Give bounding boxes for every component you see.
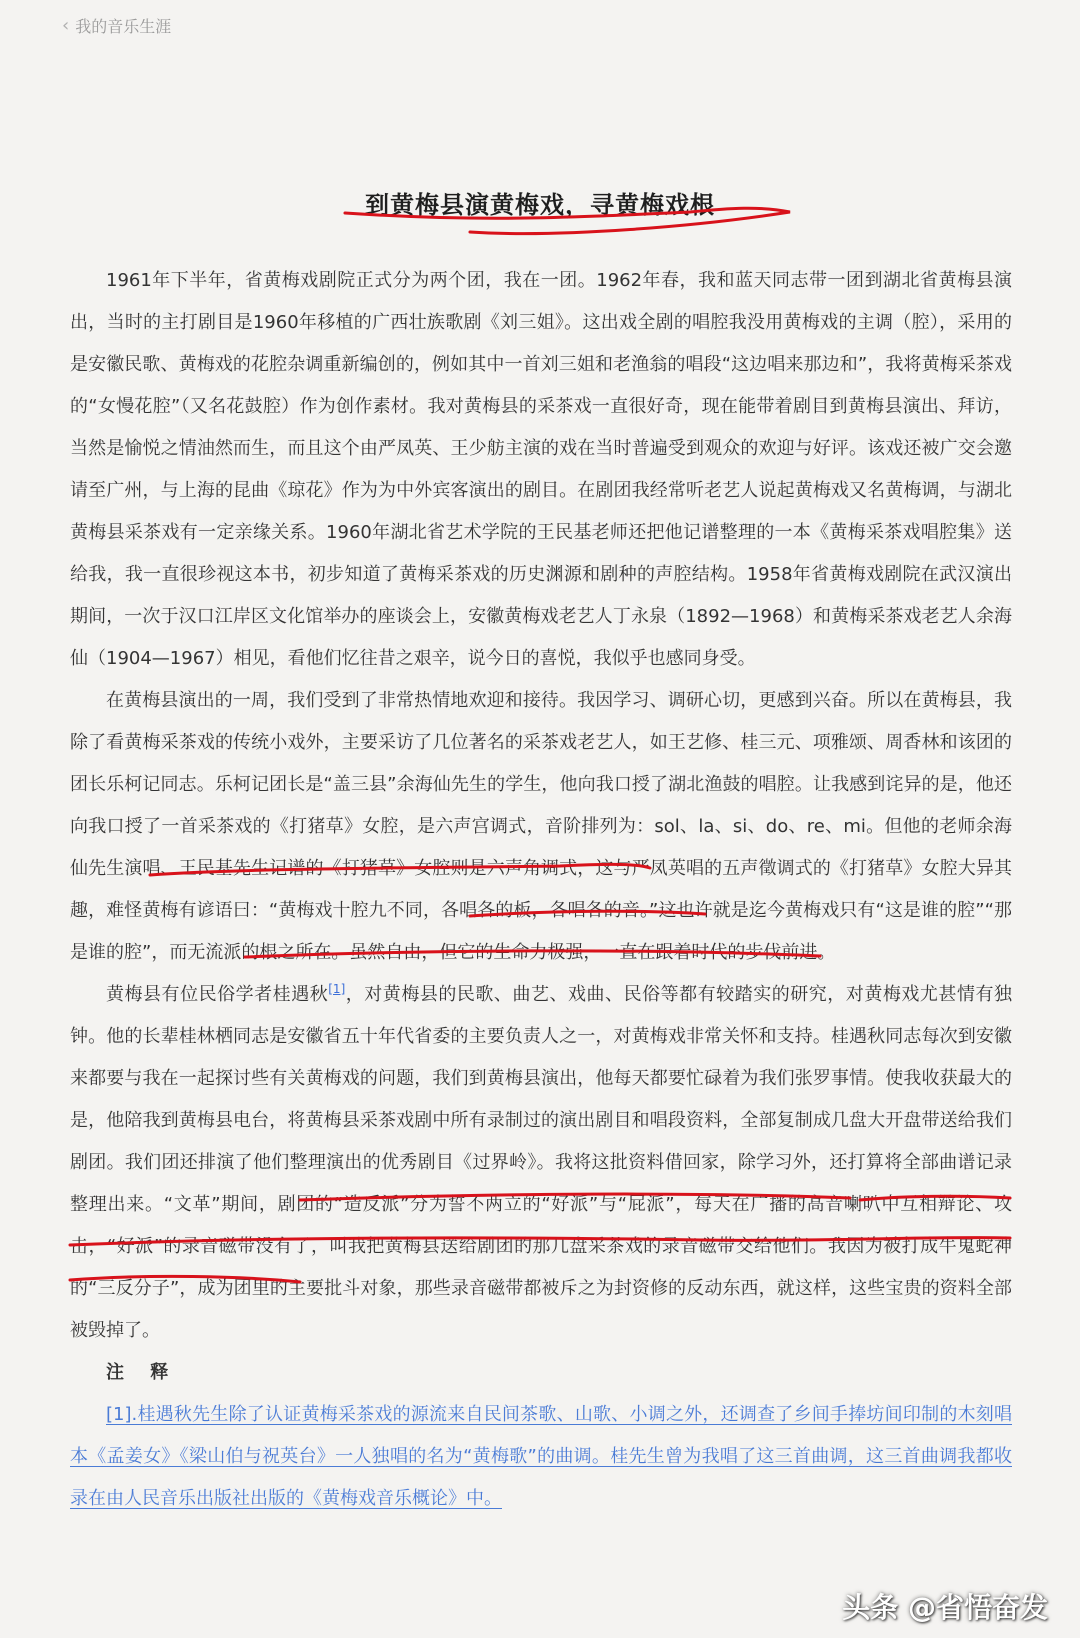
chevron-left-icon: ‹ <box>62 15 70 36</box>
paragraph-1: 1961年下半年，省黄梅戏剧院正式分为两个团，我在一团。1962年春，我和蓝天同志带一团到湖北省黄梅县演出，当时的主打剧目是1960年移植的广西壮族歌剧《刘三姐》。这出戏全剧的唱腔我没用黄梅戏的主调（腔），采用的是安徽民歌、黄梅戏的花腔杂调重新编创的，例如其中一首刘三姐和老渔翁的唱段“这边唱来那边和”，我将黄梅采茶戏的“女慢花腔”（又名花鼓腔）作为创作素材。我对黄梅县的采茶戏一直很好奇，现在能带着剧目到黄梅县演出、拜访，当然是愉悦之情油然而生，而且这个由严凤英、王少舫主演的戏在当时普遍受到观众的欢迎与好评。该戏还被广交会邀请至广州，与上海的昆曲《琼花》作为为中外宾客演出的剧目。在剧团我经常听老艺人说起黄梅戏又名黄梅调，与湖北黄梅县采茶戏有一定亲缘关系。1960年湖北省艺术学院的王民基老师还把他记谱整理的一本《黄梅采茶戏唱腔集》送给我，我一直很珍视这本书，初步知道了黄梅采茶戏的历史渊源和剧种的声腔结构。1958年省黄梅戏剧院在武汉演出期间，一次于汉口江岸区文化馆举办的座谈会上，安徽黄梅戏老艺人丁永泉（1892—1968）和黄梅采茶戏老艺人余海仙（1904—1967）相见，看他们忆往昔之艰辛，说今日的喜悦，我似乎也感同身受。 <box>70 270 1012 669</box>
paragraph-3-part-b: ，对黄梅县的民歌、曲艺、戏曲、民俗等都有较踏实的研究，对黄梅戏尤甚情有独钟。他的长辈桂林栖同志是安徽省五十年代省委的主要负责人之一，对黄梅戏非常关怀和支持。桂遇秋同志每次到安徽来都要与我在一起探讨些有关黄梅戏的问题，我们到黄梅县演出，他每天都要忙碌着为我们张罗事情。使我收获最大的是，他陪我到黄梅县电台，将黄梅县采茶戏剧中所有录制过的演出剧目和唱段资料，全部复制成几盘大开盘带送给我们剧团。我们团还排演了他们整理演出的优秀剧目《过界岭》。我将这批资料借回家，除学习外，还打算将全部曲谱记录整理出来。“文革”期间，剧团的“造反派”分为誓不两立的“好派”与“屁派”，每天在广播的高音喇叭中互相辩论、攻击，“好派”的录音磁带没有了，叫我把黄梅县送给剧团的那几盘采茶戏的录音磁带交给他们。我因为被打成牛鬼蛇神的“三反分子”，成为团里的主要批斗对象，那些录音磁带都被斥之为封资修的反动东西，就这样，这些宝贵的资料全部被毁掉了。 <box>70 984 1012 1341</box>
page-title: 到黄梅县演黄梅戏，寻黄梅戏根 <box>365 191 715 219</box>
notes-heading: 注 释 <box>106 1362 179 1383</box>
watermark-text: 头条 @省悟奋发 <box>842 1591 1048 1624</box>
paragraph-3-part-a: 黄梅县有位民俗学者桂遇秋 <box>106 984 329 1005</box>
article-body <box>70 260 1012 1520</box>
footnote-ref-link[interactable]: [1] <box>328 982 346 996</box>
back-nav[interactable] <box>62 14 171 37</box>
paragraph-2: 在黄梅县演出的一周，我们受到了非常热情地欢迎和接待。我因学习、调研心切，更感到兴奋。所以在黄梅县，我除了看黄梅采茶戏的传统小戏外，主要采访了几位著名的采茶戏老艺人，如王艺修、桂三元、项雅颂、周香林和该团的团长乐柯记同志。乐柯记团长是“盖三县”余海仙先生的学生，他向我口授了湖北渔鼓的唱腔。让我感到诧异的是，他还向我口授了一首采茶戏的《打猪草》女腔，是六声宫调式，音阶排列为：sol、la、si、do、re、mi。但他的老师余海仙先生演唱、王民基先生记谱的《打猪草》女腔则是六声角调式，这与严凤英唱的五声徵调式的《打猪草》女腔大异其趣，难怪黄梅有谚语曰：“黄梅戏十腔九不同，各唱各的板，各唱各的音。”这也许就是迄今黄梅戏只有“这是谁的腔”“那是谁的腔”，而无流派的根之所在。虽然自由，但它的生命力极强，一直在跟着时代的步伐前进。 <box>70 690 1012 963</box>
paragraph-3 <box>70 974 1012 1352</box>
footnote-1-link[interactable]: [1].桂遇秋先生除了认证黄梅采茶戏的源流来自民间茶歌、山歌、小调之外，还调查了乡间手捧坊间印制的木刻唱本《孟姜女》《梁山伯与祝英台》一人独唱的名为“黄梅歌”的曲调。桂先生曾为我唱了这三首曲调，这三首曲调我都收录在由人民音乐出版社出版的《黄梅戏音乐概论》中。 <box>70 1404 1012 1509</box>
back-nav-label: 我的音乐生涯 <box>75 17 172 36</box>
